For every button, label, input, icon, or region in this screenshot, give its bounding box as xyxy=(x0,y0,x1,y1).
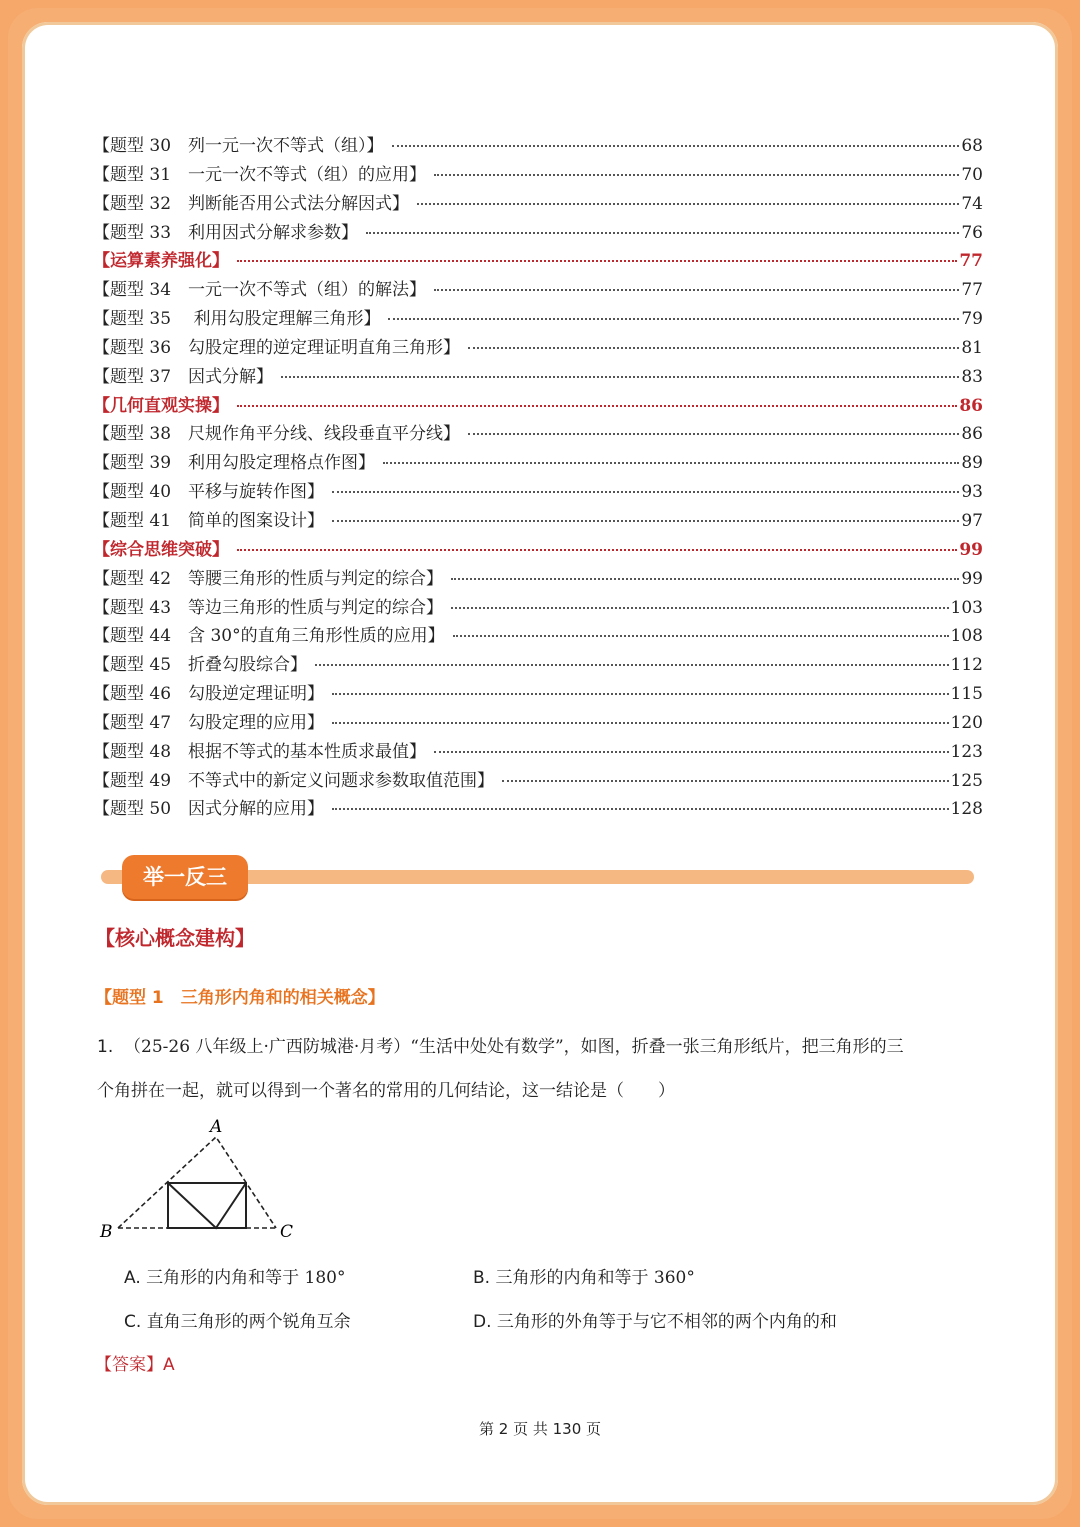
toc-page-number: 120 xyxy=(950,712,983,733)
toc-row[interactable] xyxy=(93,621,983,650)
toc-page-number: 128 xyxy=(950,799,983,820)
toc-row[interactable] xyxy=(93,477,983,506)
question-type-heading: 【题型 1 三角形内角和的相关概念】 xyxy=(95,988,385,1008)
toc-page-number: 77 xyxy=(961,280,983,301)
option-d xyxy=(473,1307,837,1332)
toc-page-number: 99 xyxy=(959,539,983,560)
footer-prefix: 第 xyxy=(478,1420,494,1438)
option-b xyxy=(473,1263,695,1288)
toc-row[interactable] xyxy=(93,362,983,391)
option-a xyxy=(124,1263,346,1288)
toc-leader-dots xyxy=(281,376,959,378)
toc-leader-dots xyxy=(451,578,959,580)
toc-label: 【题型 41 简单的图案设计】 xyxy=(93,510,325,531)
option-d-key: D. xyxy=(473,1312,492,1332)
vertex-c-label: C xyxy=(280,1222,294,1242)
toc-label: 【题型 45 折叠勾股综合】 xyxy=(93,655,308,676)
toc-leader-dots xyxy=(434,174,959,176)
option-b-key: B. xyxy=(473,1268,491,1288)
toc-label: 【题型 34 一元一次不等式（组）的解法】 xyxy=(93,280,427,301)
section-banner-label: 举一反三 xyxy=(122,855,248,899)
toc-leader-dots xyxy=(332,808,949,810)
toc-page-number: 103 xyxy=(950,597,983,618)
toc-row[interactable] xyxy=(93,160,983,189)
toc-leader-dots xyxy=(468,433,959,435)
toc-page-number: 112 xyxy=(950,655,983,676)
toc-row[interactable] xyxy=(93,708,983,737)
toc-row[interactable] xyxy=(93,333,983,362)
toc-label: 【题型 46 勾股逆定理证明】 xyxy=(93,684,325,705)
toc-label: 【题型 50 因式分解的应用】 xyxy=(93,799,325,820)
answer-line xyxy=(95,1350,175,1375)
footer-mid: 页 共 xyxy=(513,1420,548,1438)
toc-leader-dots xyxy=(332,491,959,493)
question-text-1: （25-26 八年级上·广西防城港·月考）“生活中处处有数学”，如图，折叠一张三角形纸片，把三角形的三 xyxy=(124,1037,904,1057)
toc-leader-dots xyxy=(366,232,959,234)
toc-leader-dots xyxy=(332,722,949,724)
toc-page-number: 86 xyxy=(959,395,983,416)
core-concept-heading: 【核心概念建构】 xyxy=(95,926,255,950)
toc-label: 【题型 44 含 30°的直角三角形性质的应用】 xyxy=(93,626,445,647)
question-number: 1. xyxy=(97,1037,114,1057)
toc-leader-dots xyxy=(453,635,949,637)
option-d-text: 三角形的外角等于与它不相邻的两个内角的和 xyxy=(496,1312,837,1332)
option-a-key: A. xyxy=(124,1268,141,1288)
toc-leader-dots xyxy=(332,520,959,522)
toc-row[interactable] xyxy=(93,419,983,448)
toc-leader-dots xyxy=(451,607,949,609)
footer-suffix: 页 xyxy=(586,1420,602,1438)
question-line-1 xyxy=(97,1032,904,1057)
toc-row[interactable] xyxy=(93,650,983,679)
toc-label: 【题型 48 根据不等式的基本性质求最值】 xyxy=(93,741,427,762)
toc-page-number: 81 xyxy=(961,337,983,358)
toc-label: 【题型 37 因式分解】 xyxy=(93,366,274,387)
option-a-text: 三角形的内角和等于 180° xyxy=(146,1268,346,1288)
toc-section-row[interactable] xyxy=(93,246,983,275)
toc-label: 【题型 49 不等式中的新定义问题求参数取值范围】 xyxy=(93,770,495,791)
toc-label: 【题型 33 利用因式分解求参数】 xyxy=(93,222,359,243)
toc-page-number: 123 xyxy=(950,741,983,762)
toc-section-row[interactable] xyxy=(93,535,983,564)
toc-label: 【运算素养强化】 xyxy=(93,251,229,272)
toc-page-number: 97 xyxy=(961,510,983,531)
toc-leader-dots xyxy=(383,462,959,464)
toc-row[interactable] xyxy=(93,275,983,304)
toc-leader-dots xyxy=(315,664,949,666)
toc-label: 【综合思维突破】 xyxy=(93,539,229,560)
toc-row[interactable] xyxy=(93,506,983,535)
toc-row[interactable] xyxy=(93,448,983,477)
toc-row[interactable] xyxy=(93,304,983,333)
toc-row[interactable] xyxy=(93,737,983,766)
page-footer xyxy=(0,1418,1080,1439)
toc-leader-dots xyxy=(237,260,957,262)
toc-row[interactable] xyxy=(93,593,983,622)
toc-label: 【题型 32 判断能否用公式法分解因式】 xyxy=(93,193,410,214)
toc-page-number: 115 xyxy=(950,684,983,705)
footer-current-page: 2 xyxy=(498,1420,509,1438)
toc-page-number: 74 xyxy=(961,193,983,214)
toc-label: 【题型 43 等边三角形的性质与判定的综合】 xyxy=(93,597,444,618)
option-c-text: 直角三角形的两个锐角互余 xyxy=(146,1312,351,1332)
toc-page-number: 76 xyxy=(961,222,983,243)
vertex-a-label: A xyxy=(210,1117,223,1137)
toc-section-row[interactable] xyxy=(93,391,983,420)
toc-row[interactable] xyxy=(93,189,983,218)
toc-leader-dots xyxy=(417,203,959,205)
toc-page-number: 89 xyxy=(961,453,983,474)
option-b-text: 三角形的内角和等于 360° xyxy=(495,1268,695,1288)
toc-page-number: 86 xyxy=(961,424,983,445)
toc-row[interactable] xyxy=(93,564,983,593)
toc-row[interactable] xyxy=(93,679,983,708)
toc-label: 【题型 42 等腰三角形的性质与判定的综合】 xyxy=(93,568,444,589)
toc-label: 【题型 35 利用勾股定理解三角形】 xyxy=(93,309,381,330)
toc-page-number: 93 xyxy=(961,482,983,503)
answer-label: 【答案】 xyxy=(95,1355,163,1375)
toc-leader-dots xyxy=(388,318,959,320)
toc-leader-dots xyxy=(237,549,957,551)
table-of-contents xyxy=(93,131,983,823)
toc-label: 【题型 38 尺规作角平分线、线段垂直平分线】 xyxy=(93,424,461,445)
toc-leader-dots xyxy=(392,145,960,147)
toc-page-number: 83 xyxy=(961,366,983,387)
toc-page-number: 70 xyxy=(961,164,983,185)
toc-leader-dots xyxy=(468,347,959,349)
toc-leader-dots xyxy=(237,405,957,407)
toc-leader-dots xyxy=(434,289,959,291)
toc-label: 【题型 39 利用勾股定理格点作图】 xyxy=(93,453,376,474)
toc-leader-dots xyxy=(434,751,949,753)
folded-corner-lines xyxy=(168,1183,246,1228)
vertex-b-label: B xyxy=(100,1222,113,1242)
toc-label: 【题型 31 一元一次不等式（组）的应用】 xyxy=(93,164,427,185)
triangle-folding-figure xyxy=(96,1115,306,1245)
toc-row[interactable] xyxy=(93,766,983,795)
toc-leader-dots xyxy=(332,693,949,695)
option-c xyxy=(124,1307,351,1332)
question-line-2: 个角拼在一起，就可以得到一个著名的常用的几何结论，这一结论是（ ） xyxy=(97,1081,675,1101)
answer-value: A xyxy=(163,1355,175,1375)
toc-page-number: 77 xyxy=(959,251,983,272)
toc-page-number: 79 xyxy=(961,309,983,330)
toc-page-number: 99 xyxy=(961,568,983,589)
toc-page-number: 68 xyxy=(961,136,983,156)
toc-label: 【题型 30 列一元一次不等式（组）】 xyxy=(93,136,384,156)
toc-row[interactable] xyxy=(93,218,983,247)
toc-page-number: 108 xyxy=(950,626,983,647)
toc-row[interactable] xyxy=(93,794,983,823)
toc-label: 【几何直观实操】 xyxy=(93,395,229,416)
folded-rectangle xyxy=(168,1183,246,1228)
toc-label: 【题型 47 勾股定理的应用】 xyxy=(93,712,325,733)
toc-page-number: 125 xyxy=(950,770,983,791)
toc-label: 【题型 40 平移与旋转作图】 xyxy=(93,482,325,503)
footer-total-pages: 130 xyxy=(552,1420,582,1438)
option-c-key: C. xyxy=(124,1312,142,1332)
toc-row[interactable] xyxy=(93,131,983,160)
toc-leader-dots xyxy=(502,780,949,782)
toc-label: 【题型 36 勾股定理的逆定理证明直角三角形】 xyxy=(93,337,461,358)
